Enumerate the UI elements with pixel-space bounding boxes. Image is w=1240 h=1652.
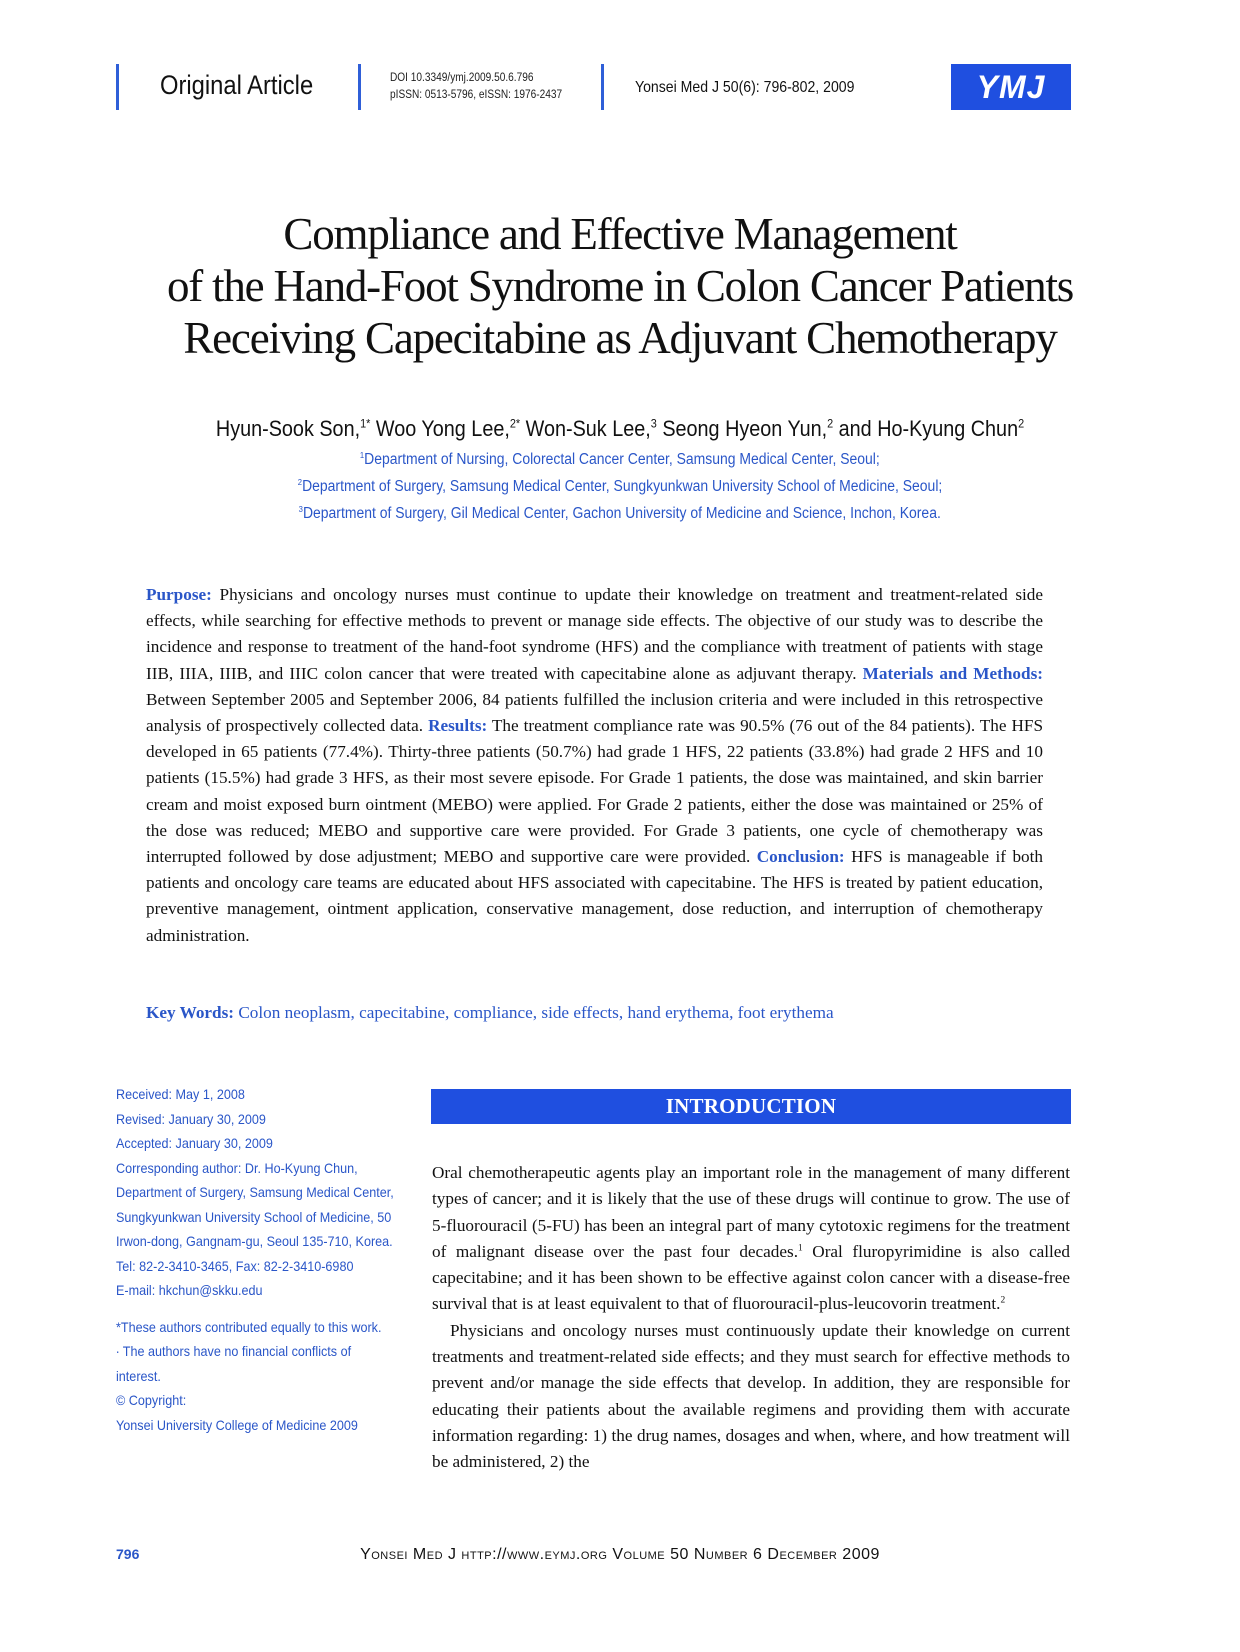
abstract-methods-label: Materials and Methods: [862,663,1043,683]
accepted-date: Accepted: January 30, 2009 [116,1135,273,1151]
keywords-text: Colon neoplasm, capecitabine, compliance, side effects, hand erythema, foot erythema [234,1003,834,1022]
email[interactable]: E-mail: hkchun@skku.edu [116,1282,263,1298]
paragraph-text: Oral chemotherapeutic agents play an important role in the management of many different types of cancer; and it is likely that the use of these drugs will continue to grow. The use of 5-fluorouracil (5-FU) has been an integral part of many cytotoxic regimens for the treatment of malignant disease over the past four decades. [432,1163,1070,1261]
copyright-label: © Copyright: [116,1392,187,1408]
paper-title [120,208,1120,364]
author-affiliation-mark: 2 [827,416,834,431]
abstract-conclusion-label: Conclusion: [756,847,845,867]
title-line: Compliance and Effective Management [283,209,957,259]
revised-date: Revised: January 30, 2009 [116,1110,266,1127]
author-name: Woo Yong Lee, [370,416,510,441]
abstract-results-label: Results: [428,716,488,736]
title-line: Receiving Capecitabine as Adjuvant Chemotherapy [183,313,1057,363]
abstract-purpose-text: Physicians and oncology nurses must continue to update their knowledge on treatment and treatment-related side effects, while searching for effective methods to prevent or manage side effects. The objective of our study was to describe the incidence and response to treatment of the hand-foot syndrome (HFS) and the compliance with treatment of patients with stage IIB, IIIA, IIIB, and IIIC colon cancer that were treated with capecitabine alone as adjuvant therapy. [146,585,1043,683]
equal-contribution-note: *These authors contributed equally to this work. [116,1318,382,1335]
ymj-logo: YMJ [951,64,1071,110]
doi[interactable]: DOI 10.3349/ymj.2009.50.6.796 [390,72,534,84]
issn: pISSN: 0513-5796, eISSN: 1976-2437 [390,89,563,101]
journal-reference: Yonsei Med J 50(6): 796-802, 2009 [635,79,855,96]
abstract-conclusion-text: HFS is manageable if both patients and oncology care teams are educated about HFS associated with capecitabine. The HFS is treated by patient education, preventive management, ointment application, conservative management, dose reduction, and interruption of chemotherapy administration. [146,847,1043,945]
paragraph-text: Oral fluropyrimidine is also called capecitabine; and it has been shown to be effective against colon cancer with a disease-free survival that is at least equivalent to that of fluorouracil-plus-leucovorin treatment. [432,1241,1070,1314]
author-affiliation-mark: 2* [509,416,521,431]
affiliation [120,451,1120,469]
author-affiliation-mark: 2 [1018,416,1025,431]
author-name: and Ho-Kyung Chun [833,416,1019,441]
header-divider [116,64,119,110]
author-affiliation-mark: 1* [360,416,371,431]
header-divider [358,64,361,110]
abstract-purpose-label: Purpose: [146,585,212,604]
introduction-heading: INTRODUCTION [431,1089,1071,1124]
copyright-holder: Yonsei University College of Medicine 2009 [116,1416,358,1433]
keywords [146,1003,1046,1023]
spacer [116,1303,396,1315]
doi-issn-block [390,70,562,104]
affiliation-mark: 3 [298,503,304,514]
abstract [146,582,1043,949]
paragraph [432,1160,1070,1318]
affiliation [120,505,1120,523]
corresponding-author: Corresponding author: Dr. Ho-Kyung Chun, Department of Surgery, Samsung Medical Center, Sungkyunkwan University School of Medicine, 50 Irwon-dong, Gangnam-gu, Seoul 135-710, Korea. [116,1159,394,1249]
reference-mark[interactable]: 1 [798,1243,803,1254]
author-name: Won-Suk Lee, [520,416,651,441]
author-list [120,416,1120,442]
abstract-methods-text: Between September 2005 and September 2006, 84 patients fulfilled the inclusion criteria and were included in this retrospective analysis of prospectively collected data. [146,689,1043,736]
affiliation-text: Department of Surgery, Gil Medical Center, Gachon University of Medicine and Science, Inchon, Korea. [303,505,942,522]
author-name: Hyun-Sook Son, [215,416,361,441]
header-divider [601,64,604,110]
received-date: Received: May 1, 2008 [116,1086,245,1102]
tel-fax: Tel: 82-2-3410-3465, Fax: 82-2-3410-6980 [116,1257,354,1274]
affiliation-text: Department of Nursing, Colorectal Cancer Center, Samsung Medical Center, Seoul; [364,451,880,468]
affiliation-text: Department of Surgery, Samsung Medical Center, Sungkyunkwan University School of Medicine, Seoul; [302,478,943,495]
affiliation-mark: 1 [360,449,365,460]
page-number: 796 [116,1546,140,1562]
keywords-label: Key Words: [146,1003,235,1022]
article-info-sidebar [116,1082,396,1437]
author-name: Seong Hyeon Yun, [656,416,828,441]
abstract-results-text: The treatment compliance rate was 90.5% (76 out of the 84 patients). The HFS developed in 65 patients (77.4%). Thirty-three patients (50.7%) had grade 1 HFS, 22 patients (33.8%) had grade 2 HFS and 10 patients (15.5%) had grade 3 HFS, as their most severe episode. For Grade 1 patients, the dose was maintained, and skin barrier cream and moist exposed burn ointment (MEBO) were applied. For Grade 2 patients, either the dose was maintained or 25% of the dose was reduced; MEBO and supportive care were provided. For Grade 3 patients, one cycle of chemotherapy was interrupted followed by dose adjustment; MEBO and supportive care were provided. [146,716,1044,867]
article-type: Original Article [160,70,314,100]
affiliation-mark: 2 [297,476,303,487]
reference-mark[interactable]: 2 [1000,1295,1006,1306]
paragraph: Physicians and oncology nurses must continuously update their knowledge on current treatments and treatment-related side effects; and they must search for effective methods to prevent and/or manage the side effects that develop. In addition, they are responsible for educating their patients about the available regimens and providing them with accurate information regarding: 1) the drug names, dosages and when, where, and how treatment will be administered, 2) the [432,1320,1070,1472]
conflict-of-interest-note: ∙ The authors have no financial conflicts of interest. [116,1343,352,1384]
affiliation [120,478,1120,496]
running-footer: Yonsei Med J http://www.eymj.org Volume 50 Number 6 December 2009 [360,1546,880,1563]
author-affiliation-mark: 3 [650,416,657,431]
introduction-body [432,1160,1070,1476]
title-line: of the Hand-Foot Syndrome in Colon Cancer Patients [166,261,1074,311]
